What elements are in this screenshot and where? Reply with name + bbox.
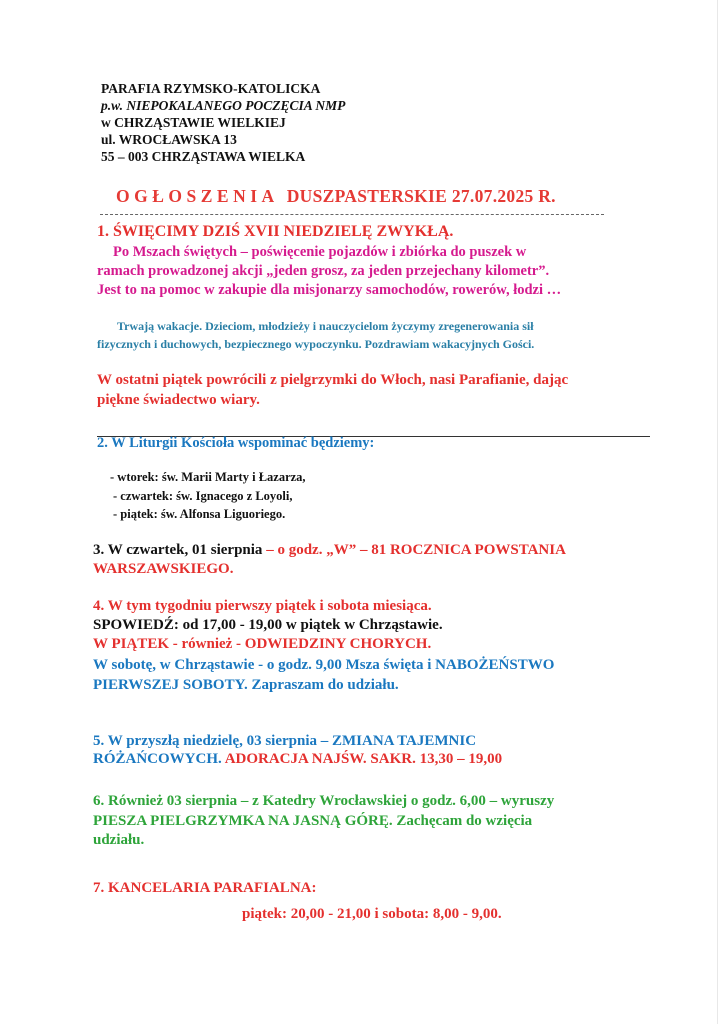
header-line-5: 55 – 003 CHRZĄSTAWA WIELKA xyxy=(101,149,306,164)
section-1-p1-line2: ramach prowadzonej akcji „jeden grosz, za jeden przejechany kilometr”. xyxy=(97,263,550,279)
section-1-p2-line2: fizycznych i duchowych, bezpiecznego wypoczynku. Pozdrawiam wakacyjnych Gości. xyxy=(97,337,535,351)
saturday-line1: W sobotę, w Chrząstawie - o godz. 9,00 Msza święta i NABOŻEŃSTWO xyxy=(93,657,555,673)
confession-hours: SPOWIEDŹ: od 17,00 - 19,00 w piątek w Chrząstawie. xyxy=(93,617,443,633)
section-6-line1: 6. Również 03 sierpnia – z Katedry Wrocławskiej o godz. 6,00 – wyruszy xyxy=(93,793,555,809)
section-5-line2 xyxy=(93,751,502,768)
saturday-line2: PIERWSZEJ SOBOTY. Zapraszam do udziału. xyxy=(93,677,399,693)
title-word: OGŁOSZENIA xyxy=(116,186,279,206)
section-3-line2: WARSZAWSKIEGO. xyxy=(93,561,234,577)
title-rest: DUSZPASTERSKIE 27.07.2025 R. xyxy=(286,186,556,206)
section-1-p1-line1: Po Mszach świętych – poświęcenie pojazdów i zbiórka do puszek w xyxy=(113,244,527,260)
parish-header xyxy=(101,80,345,165)
rosary-mysteries: RÓŻAŃCOWYCH. xyxy=(93,751,222,767)
liturgy-item-3: - piątek: św. Alfonsa Liguoriego. xyxy=(113,507,286,521)
liturgy-item-1: - wtorek: św. Marii Marty i Łazarza, xyxy=(110,470,306,484)
office-hours: piątek: 20,00 - 21,00 i sobota: 8,00 - 9,00. xyxy=(242,906,502,922)
section-6-line2: PIESZA PIELGRZYMKA NA JASNĄ GÓRĘ. Zachęcam do wzięcia xyxy=(93,813,533,829)
section-6-line3: udziału. xyxy=(93,832,145,848)
header-line-1: PARAFIA RZYMSKO-KATOLICKA xyxy=(101,81,321,96)
header-line-4: ul. WROCŁAWSKA 13 xyxy=(101,132,237,147)
section-1-p3-line2: piękne świadectwo wiary. xyxy=(97,392,260,408)
section-5-line1: 5. W przyszłą niedzielę, 03 sierpnia – ZMIANA TAJEMNIC xyxy=(93,733,477,749)
sick-visits: W PIĄTEK - również - ODWIEDZINY CHORYCH. xyxy=(93,636,432,652)
section-1-p3-line1: W ostatni piątek powrócili z pielgrzymki do Włoch, nasi Parafianie, dając xyxy=(97,372,569,388)
section-3-event: – o godz. „W” – 81 ROCZNICA POWSTANIA xyxy=(262,542,566,558)
section-7-heading: 7. KANCELARIA PARAFIALNA: xyxy=(93,880,317,896)
section-1-p1-line3: Jest to na pomoc w zakupie dla misjonarzy samochodów, rowerów, łodzi … xyxy=(97,282,562,298)
section-3-line1 xyxy=(93,542,566,559)
page-edge xyxy=(717,0,718,1024)
dashed-divider xyxy=(100,214,604,215)
section-1-heading: 1. ŚWIĘCIMY DZIŚ XVII NIEDZIELĘ ZWYKŁĄ. xyxy=(97,223,454,240)
liturgy-item-2: - czwartek: św. Ignacego z Loyoli, xyxy=(113,489,293,503)
header-line-3: w CHRZĄSTAWIE WIELKIEJ xyxy=(101,115,286,130)
section-4-heading: 4. W tym tygodniu pierwszy piątek i sobota miesiąca. xyxy=(93,598,432,614)
section-2-heading: 2. W Liturgii Kościoła wspominać będziemy: xyxy=(97,435,375,451)
section-1-p2-line1: Trwają wakacje. Dzieciom, młodzieży i nauczycielom życzymy zregenerowania sił xyxy=(117,319,534,333)
page-title xyxy=(116,186,556,207)
header-line-2: p.w. NIEPOKALANEGO POCZĘCIA NMP xyxy=(101,98,346,113)
section-3-date: 3. W czwartek, 01 sierpnia xyxy=(93,542,263,558)
adoration-hours: ADORACJA NAJŚW. SAKR. 13,30 – 19,00 xyxy=(221,751,503,767)
